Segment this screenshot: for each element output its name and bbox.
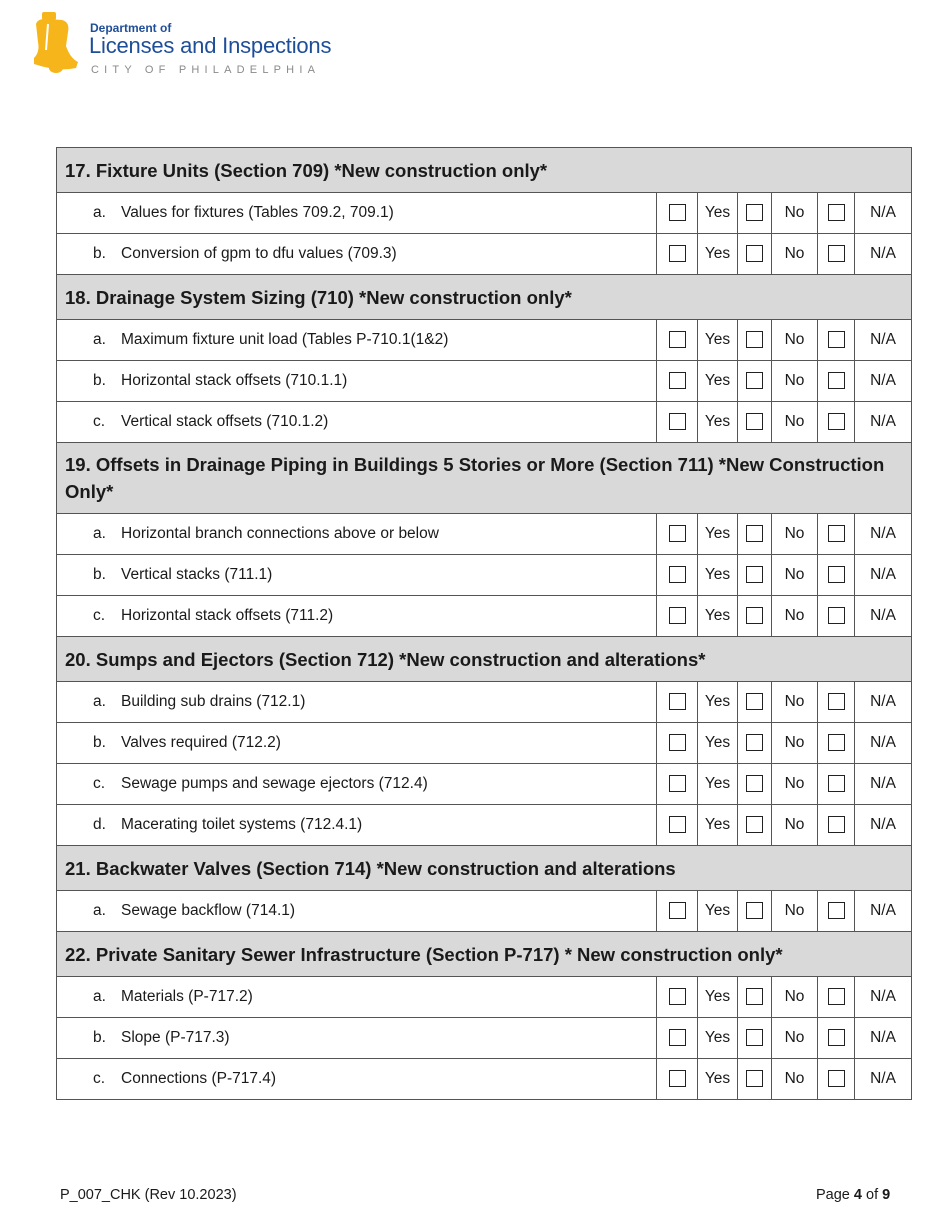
yes-checkbox-cell — [657, 805, 698, 846]
na-label: N/A — [855, 402, 912, 443]
yes-label: Yes — [698, 193, 738, 234]
checklist-item-row — [57, 320, 912, 361]
na-label: N/A — [855, 1018, 912, 1059]
yes-label: Yes — [698, 805, 738, 846]
no-label: No — [772, 723, 818, 764]
yes-checkbox[interactable] — [669, 734, 686, 751]
section-header-row — [57, 932, 912, 977]
na-checkbox-cell — [818, 682, 855, 723]
item-letter: d. — [93, 816, 106, 833]
no-checkbox-cell — [738, 555, 772, 596]
item-label — [57, 764, 657, 805]
yes-label: Yes — [698, 1018, 738, 1059]
yes-checkbox[interactable] — [669, 607, 686, 624]
no-checkbox-cell — [738, 723, 772, 764]
na-checkbox-cell — [818, 193, 855, 234]
item-text: Conversion of gpm to dfu values (709.3) — [121, 245, 397, 262]
yes-label: Yes — [698, 682, 738, 723]
na-label: N/A — [855, 320, 912, 361]
yes-checkbox[interactable] — [669, 372, 686, 389]
section-header-row — [57, 443, 912, 514]
no-checkbox[interactable] — [746, 607, 763, 624]
yes-checkbox-cell — [657, 402, 698, 443]
item-label — [57, 555, 657, 596]
na-checkbox-cell — [818, 555, 855, 596]
no-label: No — [772, 555, 818, 596]
na-checkbox-cell — [818, 764, 855, 805]
item-label — [57, 361, 657, 402]
item-letter: a. — [93, 331, 106, 348]
item-letter: b. — [93, 1029, 106, 1046]
na-checkbox[interactable] — [828, 607, 845, 624]
item-letter: b. — [93, 372, 106, 389]
yes-checkbox-cell — [657, 596, 698, 637]
na-checkbox[interactable] — [828, 413, 845, 430]
checklist-item-row — [57, 402, 912, 443]
yes-checkbox[interactable] — [669, 1070, 686, 1087]
yes-checkbox[interactable] — [669, 525, 686, 542]
checklist-item-row — [57, 764, 912, 805]
item-text: Macerating toilet systems (712.4.1) — [121, 816, 363, 833]
yes-checkbox[interactable] — [669, 566, 686, 583]
inspection-checklist-table — [56, 147, 912, 1100]
item-letter: a. — [93, 988, 106, 1005]
yes-label: Yes — [698, 402, 738, 443]
item-text: Horizontal stack offsets (711.2) — [121, 607, 334, 624]
item-letter: a. — [93, 902, 106, 919]
yes-label: Yes — [698, 514, 738, 555]
no-checkbox[interactable] — [746, 1070, 763, 1087]
no-label: No — [772, 514, 818, 555]
na-checkbox[interactable] — [828, 816, 845, 833]
no-checkbox-cell — [738, 1018, 772, 1059]
section-header-row — [57, 637, 912, 682]
no-checkbox-cell — [738, 805, 772, 846]
na-checkbox-cell — [818, 234, 855, 275]
checklist-item-row — [57, 977, 912, 1018]
no-label: No — [772, 193, 818, 234]
section-header-row — [57, 275, 912, 320]
na-label: N/A — [855, 891, 912, 932]
yes-label: Yes — [698, 555, 738, 596]
yes-checkbox-cell — [657, 977, 698, 1018]
item-label — [57, 514, 657, 555]
section-title: 17. Fixture Units (Section 709) *New construction only* — [57, 148, 912, 193]
no-label: No — [772, 891, 818, 932]
na-checkbox[interactable] — [828, 902, 845, 919]
item-letter: a. — [93, 693, 106, 710]
item-text: Materials (P-717.2) — [121, 988, 253, 1005]
yes-checkbox-cell — [657, 514, 698, 555]
item-label — [57, 402, 657, 443]
na-checkbox[interactable] — [828, 331, 845, 348]
page-word: Page — [816, 1187, 850, 1203]
no-checkbox[interactable] — [746, 734, 763, 751]
item-text: Valves required (712.2) — [121, 734, 281, 751]
no-checkbox-cell — [738, 234, 772, 275]
item-label — [57, 1059, 657, 1100]
no-checkbox[interactable] — [746, 988, 763, 1005]
item-letter: a. — [93, 525, 106, 542]
yes-label: Yes — [698, 764, 738, 805]
na-checkbox-cell — [818, 514, 855, 555]
yes-label: Yes — [698, 320, 738, 361]
item-label — [57, 320, 657, 361]
item-text: Slope (P-717.3) — [121, 1029, 230, 1046]
yes-checkbox[interactable] — [669, 413, 686, 430]
na-checkbox[interactable] — [828, 1070, 845, 1087]
no-label: No — [772, 682, 818, 723]
item-label — [57, 193, 657, 234]
na-checkbox-cell — [818, 402, 855, 443]
no-checkbox[interactable] — [746, 525, 763, 542]
item-text: Connections (P-717.4) — [121, 1070, 277, 1087]
department-name: Licenses and Inspections — [89, 33, 332, 58]
item-label — [57, 891, 657, 932]
na-label: N/A — [855, 682, 912, 723]
na-checkbox[interactable] — [828, 988, 845, 1005]
item-label — [57, 723, 657, 764]
na-checkbox-cell — [818, 977, 855, 1018]
item-letter: c. — [93, 1070, 106, 1087]
no-checkbox[interactable] — [746, 775, 763, 792]
yes-checkbox[interactable] — [669, 816, 686, 833]
na-checkbox-cell — [818, 1059, 855, 1100]
item-letter: c. — [93, 775, 106, 792]
item-text: Values for fixtures (Tables 709.2, 709.1) — [121, 204, 394, 221]
yes-checkbox-cell — [657, 193, 698, 234]
na-label: N/A — [855, 514, 912, 555]
department-logo — [28, 10, 368, 80]
na-label: N/A — [855, 805, 912, 846]
na-checkbox[interactable] — [828, 1029, 845, 1046]
checklist-item-row — [57, 555, 912, 596]
section-title: 19. Offsets in Drainage Piping in Buildings 5 Stories or More (Section 711) *New Construction Only* — [57, 443, 912, 514]
no-checkbox-cell — [738, 1059, 772, 1100]
section-title: 21. Backwater Valves (Section 714) *New construction and alterations — [57, 846, 912, 891]
na-label: N/A — [855, 193, 912, 234]
yes-checkbox-cell — [657, 1018, 698, 1059]
no-checkbox-cell — [738, 320, 772, 361]
yes-label: Yes — [698, 977, 738, 1018]
no-label: No — [772, 977, 818, 1018]
na-checkbox-cell — [818, 320, 855, 361]
yes-checkbox[interactable] — [669, 988, 686, 1005]
item-text: Maximum fixture unit load (Tables P-710.1(1&2) — [121, 331, 449, 348]
item-letter: c. — [93, 607, 106, 624]
item-label — [57, 805, 657, 846]
no-checkbox-cell — [738, 977, 772, 1018]
liberty-bell-icon — [28, 10, 86, 78]
no-checkbox[interactable] — [746, 816, 763, 833]
yes-checkbox[interactable] — [669, 245, 686, 262]
yes-label: Yes — [698, 723, 738, 764]
yes-checkbox-cell — [657, 234, 698, 275]
na-checkbox[interactable] — [828, 693, 845, 710]
checklist-item-row — [57, 596, 912, 637]
no-checkbox-cell — [738, 514, 772, 555]
item-letter: c. — [93, 413, 106, 430]
no-label: No — [772, 320, 818, 361]
no-label: No — [772, 1059, 818, 1100]
section-title: 18. Drainage System Sizing (710) *New construction only* — [57, 275, 912, 320]
na-checkbox[interactable] — [828, 734, 845, 751]
no-label: No — [772, 596, 818, 637]
no-label: No — [772, 764, 818, 805]
na-checkbox-cell — [818, 805, 855, 846]
na-label: N/A — [855, 234, 912, 275]
no-checkbox[interactable] — [746, 331, 763, 348]
yes-checkbox[interactable] — [669, 693, 686, 710]
yes-checkbox-cell — [657, 1059, 698, 1100]
checklist-item-row — [57, 234, 912, 275]
form-code: P_007_CHK (Rev 10.2023) — [60, 1187, 237, 1203]
yes-checkbox[interactable] — [669, 331, 686, 348]
na-label: N/A — [855, 977, 912, 1018]
no-label: No — [772, 234, 818, 275]
item-letter: b. — [93, 734, 106, 751]
checklist-item-row — [57, 361, 912, 402]
item-text: Vertical stack offsets (710.1.2) — [121, 413, 329, 430]
section-header-row — [57, 846, 912, 891]
checklist-item-row — [57, 1059, 912, 1100]
item-label — [57, 977, 657, 1018]
na-label: N/A — [855, 596, 912, 637]
na-checkbox-cell — [818, 891, 855, 932]
yes-checkbox[interactable] — [669, 204, 686, 221]
no-checkbox[interactable] — [746, 902, 763, 919]
item-letter: b. — [93, 566, 106, 583]
item-text: Vertical stacks (711.1) — [121, 566, 273, 583]
item-text: Horizontal branch connections above or below — [121, 525, 439, 542]
yes-checkbox[interactable] — [669, 1029, 686, 1046]
yes-checkbox-cell — [657, 764, 698, 805]
item-label — [57, 1018, 657, 1059]
yes-checkbox-cell — [657, 891, 698, 932]
yes-checkbox[interactable] — [669, 902, 686, 919]
no-label: No — [772, 1018, 818, 1059]
na-checkbox-cell — [818, 596, 855, 637]
page-current: 4 — [853, 1187, 862, 1203]
yes-checkbox-cell — [657, 361, 698, 402]
no-checkbox-cell — [738, 682, 772, 723]
no-checkbox-cell — [738, 891, 772, 932]
item-label — [57, 596, 657, 637]
city-line: CITY OF PHILADELPHIA — [91, 64, 321, 76]
section-title: 20. Sumps and Ejectors (Section 712) *New construction and alterations* — [57, 637, 912, 682]
yes-label: Yes — [698, 361, 738, 402]
na-checkbox[interactable] — [828, 372, 845, 389]
no-checkbox[interactable] — [746, 245, 763, 262]
na-label: N/A — [855, 361, 912, 402]
no-checkbox[interactable] — [746, 204, 763, 221]
yes-label: Yes — [698, 596, 738, 637]
item-label — [57, 234, 657, 275]
item-text: Sewage pumps and sewage ejectors (712.4) — [121, 775, 428, 792]
no-label: No — [772, 402, 818, 443]
no-checkbox-cell — [738, 764, 772, 805]
yes-checkbox[interactable] — [669, 775, 686, 792]
no-label: No — [772, 805, 818, 846]
checklist-item-row — [57, 193, 912, 234]
yes-checkbox-cell — [657, 320, 698, 361]
item-letter: a. — [93, 204, 106, 221]
na-checkbox-cell — [818, 1018, 855, 1059]
na-label: N/A — [855, 555, 912, 596]
yes-label: Yes — [698, 1059, 738, 1100]
na-checkbox-cell — [818, 361, 855, 402]
no-checkbox[interactable] — [746, 566, 763, 583]
section-header-row — [57, 148, 912, 193]
page-of: of — [866, 1187, 879, 1203]
checklist-item-row — [57, 682, 912, 723]
na-checkbox-cell — [818, 723, 855, 764]
no-checkbox[interactable] — [746, 413, 763, 430]
yes-checkbox-cell — [657, 723, 698, 764]
checklist-item-row — [57, 723, 912, 764]
no-checkbox-cell — [738, 361, 772, 402]
checklist-item-row — [57, 805, 912, 846]
no-checkbox[interactable] — [746, 693, 763, 710]
na-checkbox[interactable] — [828, 566, 845, 583]
no-checkbox-cell — [738, 402, 772, 443]
checklist-item-row — [57, 891, 912, 932]
page-number — [816, 1187, 890, 1203]
item-text: Building sub drains (712.1) — [121, 693, 306, 710]
na-checkbox[interactable] — [828, 525, 845, 542]
yes-label: Yes — [698, 891, 738, 932]
checklist-item-row — [57, 1018, 912, 1059]
no-checkbox-cell — [738, 596, 772, 637]
no-checkbox[interactable] — [746, 1029, 763, 1046]
item-text: Sewage backflow (714.1) — [121, 902, 296, 919]
na-label: N/A — [855, 1059, 912, 1100]
na-checkbox[interactable] — [828, 204, 845, 221]
na-checkbox[interactable] — [828, 245, 845, 262]
yes-checkbox-cell — [657, 555, 698, 596]
item-letter: b. — [93, 245, 106, 262]
no-checkbox[interactable] — [746, 372, 763, 389]
page-total: 9 — [882, 1187, 891, 1203]
yes-checkbox-cell — [657, 682, 698, 723]
no-checkbox-cell — [738, 193, 772, 234]
na-checkbox[interactable] — [828, 775, 845, 792]
section-title: 22. Private Sanitary Sewer Infrastructure (Section P-717) * New construction only* — [57, 932, 912, 977]
item-text: Horizontal stack offsets (710.1.1) — [121, 372, 348, 389]
checklist-item-row — [57, 514, 912, 555]
department-line: Department of — [90, 21, 172, 35]
item-label — [57, 682, 657, 723]
na-label: N/A — [855, 723, 912, 764]
na-label: N/A — [855, 764, 912, 805]
no-label: No — [772, 361, 818, 402]
yes-label: Yes — [698, 234, 738, 275]
